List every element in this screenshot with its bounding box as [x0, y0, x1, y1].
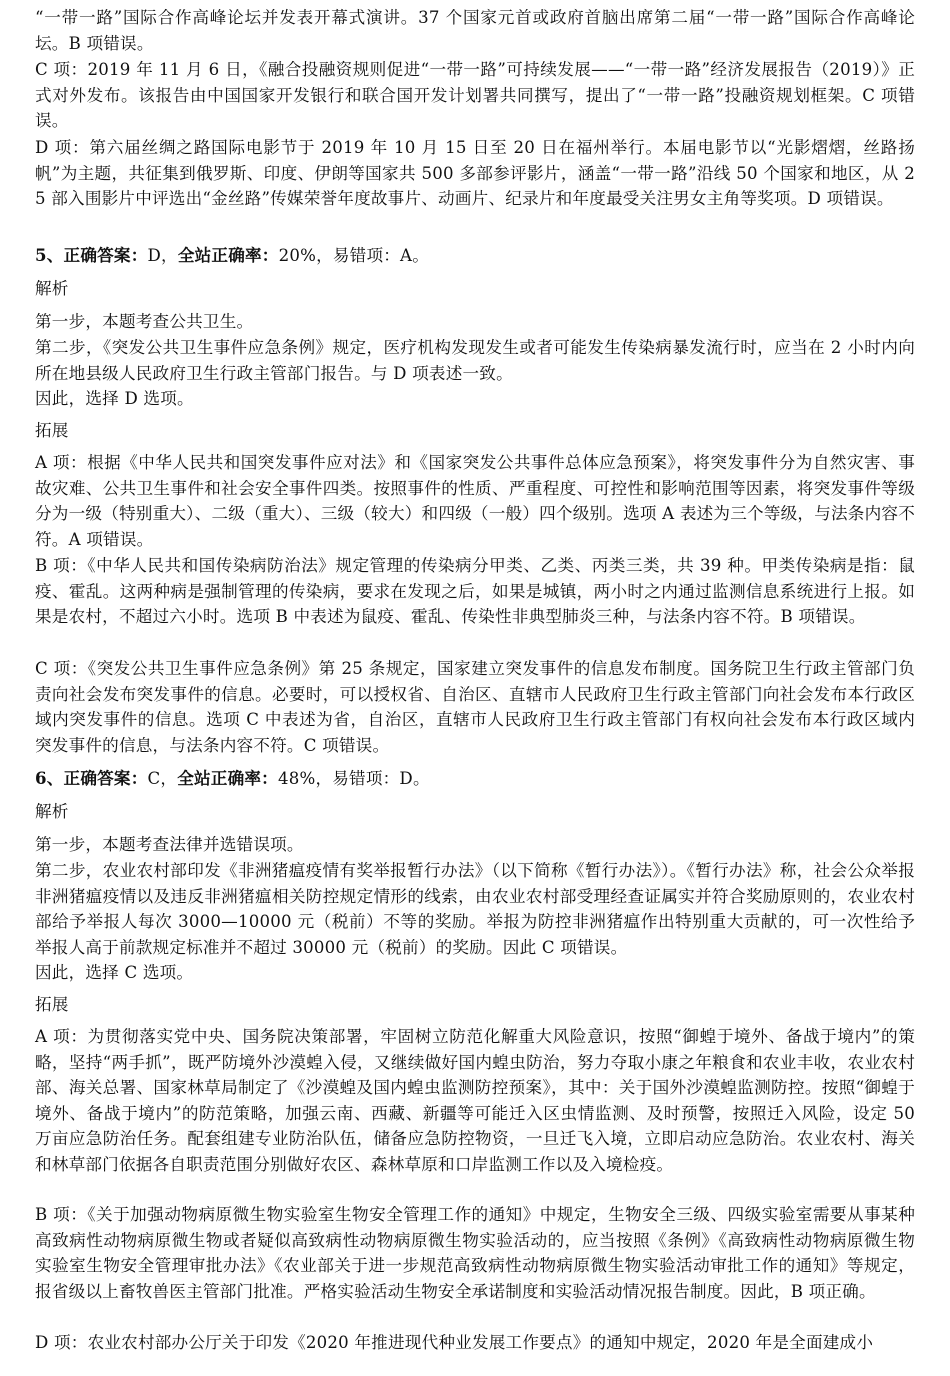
paragraph-intro-c: C 项：2019 年 11 月 6 日，《融合投融资规则促进“一带一路”可持续发展——“一带一路”经济发展报告（2019）》正式对外发布。该报告由中国国家开发银行和联合国开发计划署共同撰写，提出了“一带一路”投融资规划框架。C 项错误。 [35, 60, 915, 131]
accuracy-label: 全站正确率： [177, 768, 278, 788]
answer-label: 6、正确答案： [35, 768, 148, 788]
analysis-step-1: 第一步，本题考查公共卫生。 [35, 312, 254, 331]
analysis-label: 解析 [35, 802, 69, 821]
question-5-heading [35, 243, 915, 269]
analysis-step-1: 第一步，本题考查法律并选错误项。 [35, 835, 304, 854]
analysis-conclusion: 因此，选择 C 选项。 [35, 963, 194, 982]
extension-option-b: B 项：《关于加强动物病原微生物实验室生物安全管理工作的通知》中规定，生物安全三级、四级实验室需要从事某种高致病性动物病原微生物或者疑似高致病性动物病原微生物实验活动的，应当按照《条例》《高致病性动物病原微生物实验室生物安全管理审批办法》《农业部关于进一步规范高致病性动物病原微生物实验活动审批工作的通知》等规定，报省级以上畜牧兽医主管部门批准。严格实验活动生物安全承诺制度和实验活动情况报告制度。因此，B 项正确。 [35, 1205, 915, 1301]
extension-option-c: C 项：《突发公共卫生事件应急条例》第 25 条规定，国家建立突发事件的信息发布制度。国务院卫生行政主管部门负责向社会发布突发事件的信息。必要时，可以授权省、自治区、直辖市人民政府卫生行政主管部门向社会发布本行政区域内突发事件的信息。选项 C 中表述为省，自治区，直辖市人民政府卫生行政主管部门有权向社会发布本行政区域内突发事件的信息，与法条内容不符。C 项错误。 [35, 659, 915, 755]
extension-label: 拓展 [35, 421, 69, 440]
answer-value: C， [147, 769, 178, 788]
accuracy-value: 48%，易错项：D。 [277, 769, 430, 788]
analysis-step-2: 第二步，《突发公共卫生事件应急条例》规定，医疗机构发现发生或者可能发生传染病暴发流行时，应当在 2 小时内向所在地县级人民政府卫生行政主管部门报告。与 D 项表述一致。 [35, 338, 915, 383]
paragraph-intro-d: D 项：第六届丝绸之路国际电影节于 2019 年 10 月 15 日至 20 日在福州举行。本届电影节以“光影熠熠，丝路扬帆”为主题，共征集到俄罗斯、印度、伊朗等国家共 500 多部参评影片，涵盖“一带一路”沿线 50 个国家和地区，从 25 部入围影片中评选出“金丝路”传媒荣誉年度故事片、动画片、纪录片和年度最受关注男女主角等奖项。D 项错误。 [35, 138, 915, 209]
analysis-conclusion: 因此，选择 D 选项。 [35, 389, 194, 408]
extension-option-a: A 项：为贯彻落实党中央、国务院决策部署，牢固树立防范化解重大风险意识，按照“御蝗于境外、备战于境内”的策略，坚持“两手抓”，既严防境外沙漠蝗入侵，又继续做好国内蝗虫防治，努力夺取小康之年粮食和农业丰收，农业农村部、海关总署、国家林草局制定了《沙漠蝗及国内蝗虫监测防控预案》，其中：关于国外沙漠蝗监测防控。按照“御蝗于境外、备战于境内”的防范策略，加强云南、西藏、新疆等可能迁入区虫情监测、及时预警，按照迁入风险，设定 50 万亩应急防治任务。配套组建专业防治队伍，储备应急防控物资，一旦迁飞入境，立即启动应急防治。农业农村、海关和林草部门依据各自职责范围分别做好农区、森林草原和口岸监测工作以及入境检疫。 [35, 1027, 915, 1174]
accuracy-value: 20%，易错项：A。 [278, 246, 430, 265]
paragraph-intro-b: “一带一路”国际合作高峰论坛并发表开幕式演讲。37 个国家元首或政府首脑出席第二届“一带一路”国际合作高峰论坛。B 项错误。 [35, 8, 915, 53]
analysis-step-2: 第二步，农业农村部印发《非洲猪瘟疫情有奖举报暂行办法》（以下简称《暂行办法》）。《暂行办法》称，社会公众举报非洲猪瘟疫情以及违反非洲猪瘟相关防控规定情形的线索，由农业农村部受理经查证属实并符合奖励原则的，农业农村部给予举报人每次 3000—10000 元（税前）不等的奖励。举报为防控非洲猪瘟作出特别重大贡献的，可一次性给予举报人高于前款规定标准并不超过 30000 元（税前）的奖励。因此 C 项错误。 [35, 861, 915, 957]
extension-option-a: A 项：根据《中华人民共和国突发事件应对法》和《国家突发公共事件总体应急预案》，将突发事件分为自然灾害、事故灾难、公共卫生事件和社会安全事件四类。按照事件的性质、严重程度、可控性和影响范围等因素，将突发事件等级分为一级（特别重大）、二级（重大）、三级（较大）和四级（一般）四个级别。选项 A 表述为三个等级，与法条内容不符。A 项错误。 [35, 453, 915, 549]
extension-option-b: B 项：《中华人民共和国传染病防治法》规定管理的传染病分甲类、乙类、丙类三类，共 39 种。甲类传染病是指：鼠疫、霍乱。这两种病是强制管理的传染病，要求在发现之后，如果是城镇，两小时之内通过监测信息系统进行上报。如果是农村，不超过六小时。选项 B 中表述为鼠疫、霍乱、传染性非典型肺炎三种，与法条内容不符。B 项错误。 [35, 556, 915, 627]
answer-label: 5、正确答案： [35, 245, 148, 265]
accuracy-label: 全站正确率： [177, 245, 279, 265]
question-6-heading [35, 766, 915, 792]
analysis-label: 解析 [35, 279, 69, 298]
extension-label: 拓展 [35, 995, 69, 1014]
extension-option-d: D 项：农业农村部办公厅关于印发《2020 年推进现代种业发展工作要点》的通知中规定，2020 年是全面建成小 [35, 1333, 874, 1352]
answer-value: D， [147, 246, 178, 265]
